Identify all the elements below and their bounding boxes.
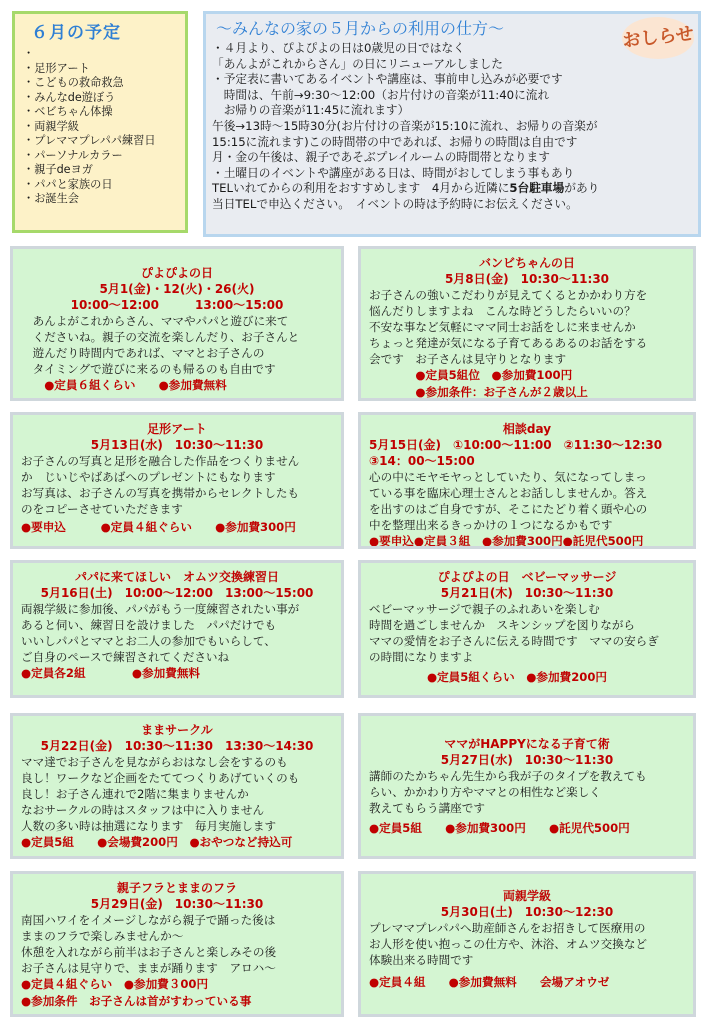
notice-line: ・予定表に書いてあるイベントや講座は、事前申し込みが必要です [212,72,563,87]
event-date-time: 5月30日(土) 10:30～12:30 [440,905,614,919]
event-date-time: 5月15日(金) ①10:00～11:00 ②11:30～12:30 [369,438,663,452]
event-description-line: お写真は、お子さんの写真を携帯からセレクトしたも [21,486,300,500]
event-description-line: くださいね。親子の交流を楽しんだり、お子さんと [21,330,300,344]
schedule-item: ・ [23,47,35,60]
event-condition-line: ●定員5組位 ●参加費100円 [369,368,573,382]
event-date-time: 5月16日(土) 10:00～12:00 13:00～15:00 [40,586,314,600]
event-title: ぴよぴよの日 [140,266,213,280]
june-schedule-list [23,47,177,207]
badge-label: おしらせ [621,23,695,52]
event-condition-line: ●定員5組 ●参加費300円 ●託児代500円 [369,821,630,835]
event-date-time: 5月21日(木) 10:30～11:30 [440,586,614,600]
event-description-line: 体験出来る時間です [369,953,474,967]
event-description-line: を出すのはご自身ですが、そこにたどり着く頭や心の [369,502,648,516]
event-conditions [369,669,685,686]
event-title: 相談day [502,422,552,436]
event-condition-line: ●定員４組ぐらい ●参加費３00円 [21,977,209,991]
event-description-line: あると伺い、練習日を設けました パパだけでも [21,618,277,632]
event-description-line: プレママプレパパへ助産師さんをお招きして医療用の [369,921,646,935]
event-description-line: ご自身のペースで練習されてくださいね [21,650,230,664]
event-title: ままサークル [141,723,213,737]
event-date-time: 5月13日(水) 10:30～11:30 [90,438,264,452]
event-conditions [21,377,333,394]
notice-line: 「あんよがこれからさん」の日にリニューアルしました [212,56,503,71]
event-description-line: お子さんは見守りで、ままが踊ります アロハ～ [21,961,276,975]
event-conditions [21,993,333,1010]
event-conditions [369,367,685,384]
event-description-line: 悩んだりしますよね こんな時どうしたらいいの？ [369,304,636,318]
schedule-item: ・プレママプレパパ練習日 [23,134,156,147]
schedule-item: ・両親学級 [23,119,79,133]
event-description-line: 時間を過ごしませんか スキンシップを図りながら [369,618,636,632]
event-title: ママがHAPPYになる子育て術 [444,737,610,751]
event-description-line: 会です お子さんは見守りとなります [369,352,567,366]
event-description-line: 人数の多い時は抽選になります 毎月実施します [21,819,277,833]
event-description-line: 中を整理出来るきっかけの１つになるかもです [369,518,613,532]
oshirase-badge [618,13,698,63]
event-description-line: 良し！ワークなど企画をたててつくりあげていくのも [21,771,300,785]
event-description-line: 良し！お子さん連れで2階に集まりませんか [21,787,249,801]
schedule-item: ・ベビちゃん体操 [23,105,113,118]
event-date-time: 5月29日(金) 10:30～11:30 [90,897,264,911]
event-description-line: ママの愛情をお子さんに伝える時間です ママの安らぎ [369,634,659,648]
event-condition-line: ●定員5組 ●会場費200円 ●おやつなど持込可 [21,835,293,849]
event-description-line: か じいじやばあばへのプレゼントにもなります [21,470,276,484]
notice-line: 15:15に流れます)この時間帯の中であれば、お帰りの時間は自由です [212,134,578,149]
event-description-line: ている事を臨床心理士さんとお話ししませんか。答え [369,486,648,500]
event-conditions [369,384,685,401]
event-description-line: 遊んだり時間内であれば、ママとお子さんの [21,346,265,360]
event-card-parent-class [358,871,696,1017]
event-title: パパに来てほしい オムツ交換練習日 [74,570,279,584]
notice-line: 午後→13時～15時30分(お片付けの音楽が15:10に流れ、お帰りの音楽が [212,118,598,133]
notice-line-text: TELいれてからの利用をおすすめします 4月から近隣に [212,181,510,196]
event-conditions [21,834,333,851]
parking-highlight: 5台駐車場 [509,181,565,196]
usage-notice-title: ～みんなの家の５月からの利用の仕方～ [216,19,505,38]
event-card-hula [10,871,344,1017]
schedule-item: ・足形アート [23,61,90,75]
event-card-mama-circle [10,713,344,859]
event-conditions [21,519,333,536]
event-date-time: 5月27日(水) 10:30～11:30 [440,753,614,767]
event-condition-line: ●定員各2組 ●参加費無料 [21,666,201,680]
notice-line [212,181,692,197]
event-condition-line: ●要申込●定員３組 ●参加費300円●託児代500円 [369,534,644,548]
schedule-item: ・パーソナルカラー [23,148,123,162]
event-description-line: 心の中にモヤモヤっとしていたり、気になってしまっ [369,470,647,484]
event-title: バンビちゃんの日 [478,256,575,270]
schedule-item: ・お誕生会 [23,192,79,205]
event-description-line: 不安な事など気軽にママ同士お話をしに来ませんか [369,320,636,334]
event-title: 親子フラとままのフラ [116,881,237,895]
event-date-time: 5月22日(金) 10:30～11:30 13:30～14:30 [40,739,314,753]
event-condition-line: ●参加条件：お子さんが２歳以上 [369,385,588,399]
event-title: 足形アート [147,422,207,436]
event-title: ぴよぴよの日 ベビーマッサージ [437,570,617,584]
event-card-diaper-practice [10,560,344,698]
event-description-line: あんよがこれからさん、ママやパパと遊びに来て [21,314,289,328]
event-card-piyopiyo [10,246,344,401]
event-description-line: 両親学級に参加後、パパがもう一度練習されたい事が [21,602,300,616]
schedule-item: ・親子deヨガ [23,163,93,176]
event-description-line: ちょっと発達が気になる子育てあるあるのお話をする [369,336,648,350]
event-description-line: タイミングで遊びに来るのも帰るのも自由です [21,362,276,376]
event-description-line: の時間になりますよ [369,650,474,664]
event-description-line: ままのフラで楽しみませんか～ [21,929,184,943]
event-description-line: お人形を使い抱っこの仕方や、沐浴、オムツ交換など [369,937,648,951]
event-condition-line: ●定員６組くらい ●参加費無料 [21,378,227,392]
event-description-line: ママ達でお子さんを見ながらおはなし会をするのも [21,755,288,769]
notice-line: ・土曜日のイベントや講座がある日は、時間がおしてしまう事もあり [212,165,575,180]
event-condition-line: ●定員5組くらい ●参加費200円 [369,670,608,684]
event-description-line: いいしパパとママとお二人の参加でもいらして、 [21,634,276,648]
event-conditions [369,974,685,991]
schedule-item: ・こどもの救命救急 [23,76,124,89]
event-date-time: 5月8日(金) 10:30～11:30 [444,272,610,286]
event-condition-line: ●定員４組 ●参加費無料 会場アオウゼ [369,975,610,989]
notice-line: お帰りの音楽が11:45に流れます） [212,103,410,118]
event-conditions [21,665,333,682]
notice-line: 月・金の午後は、親子であそぶプレイルームの時間帯となります [212,150,550,165]
event-condition-line: ●要申込 ●定員４組ぐらい ●参加費300円 [21,520,296,534]
event-description-line: のをコピーさせていただきます [21,502,183,516]
event-description-line: 休憩を入れながら前半はお子さんと楽しみその後 [21,945,277,959]
notice-line: 当日TELで申込ください。 イベントの時は予約時にお伝えください。 [212,196,578,211]
event-description-line: お子さんの強いこだわりが見えてくるとかかわり方を [369,288,648,302]
event-time: ③14：00～15:00 [369,454,475,468]
notice-line: ・４月より、ぴよぴよの日は0歳児の日ではなく [212,41,465,55]
schedule-item: ・みんなde遊ぼう [23,90,116,104]
event-description-line: 南国ハワイをイメージしながら親子で踊った後は [21,913,276,927]
notice-line: 時間は、午前→9:30～12:00（お片付けの音楽が11:40に流れ [212,87,550,102]
event-card-footprint-art [10,412,344,549]
event-description-line: らい、かかわり方やママとの相性など楽しく [369,785,601,799]
event-description-line: 教えてもらう講座です [369,801,485,815]
event-conditions [369,820,685,837]
event-description-line: お子さんの写真と足形を融合した作品をつくりません [21,454,300,468]
event-description-line: 講師のたかちゃん先生から我が子のタイプを教えても [369,769,647,783]
june-schedule-title: ６月の予定 [31,23,121,43]
event-conditions [21,976,333,993]
event-description-line: なおサークルの時はスタッフは中に入りません [21,803,265,817]
event-card-happy-parenting [358,713,696,859]
event-date: 5月1(金)・12(火)・26(火) [99,282,255,296]
event-card-bambi [358,246,696,401]
event-conditions [369,533,685,549]
event-description-line: ベビーマッサージで親子のふれあいを楽しむ [369,602,600,616]
event-condition-line: ●参加条件 お子さんは首がすわっている事 [21,994,252,1008]
event-card-baby-massage [358,560,696,698]
event-title: 両親学級 [502,889,551,903]
schedule-item: ・パパと家族の日 [23,177,113,191]
notice-line-text: があり [564,181,600,196]
event-time: 10:00～12:00 13:00～15:00 [70,298,284,312]
june-schedule-box [12,11,188,233]
event-card-consultation [358,412,696,549]
